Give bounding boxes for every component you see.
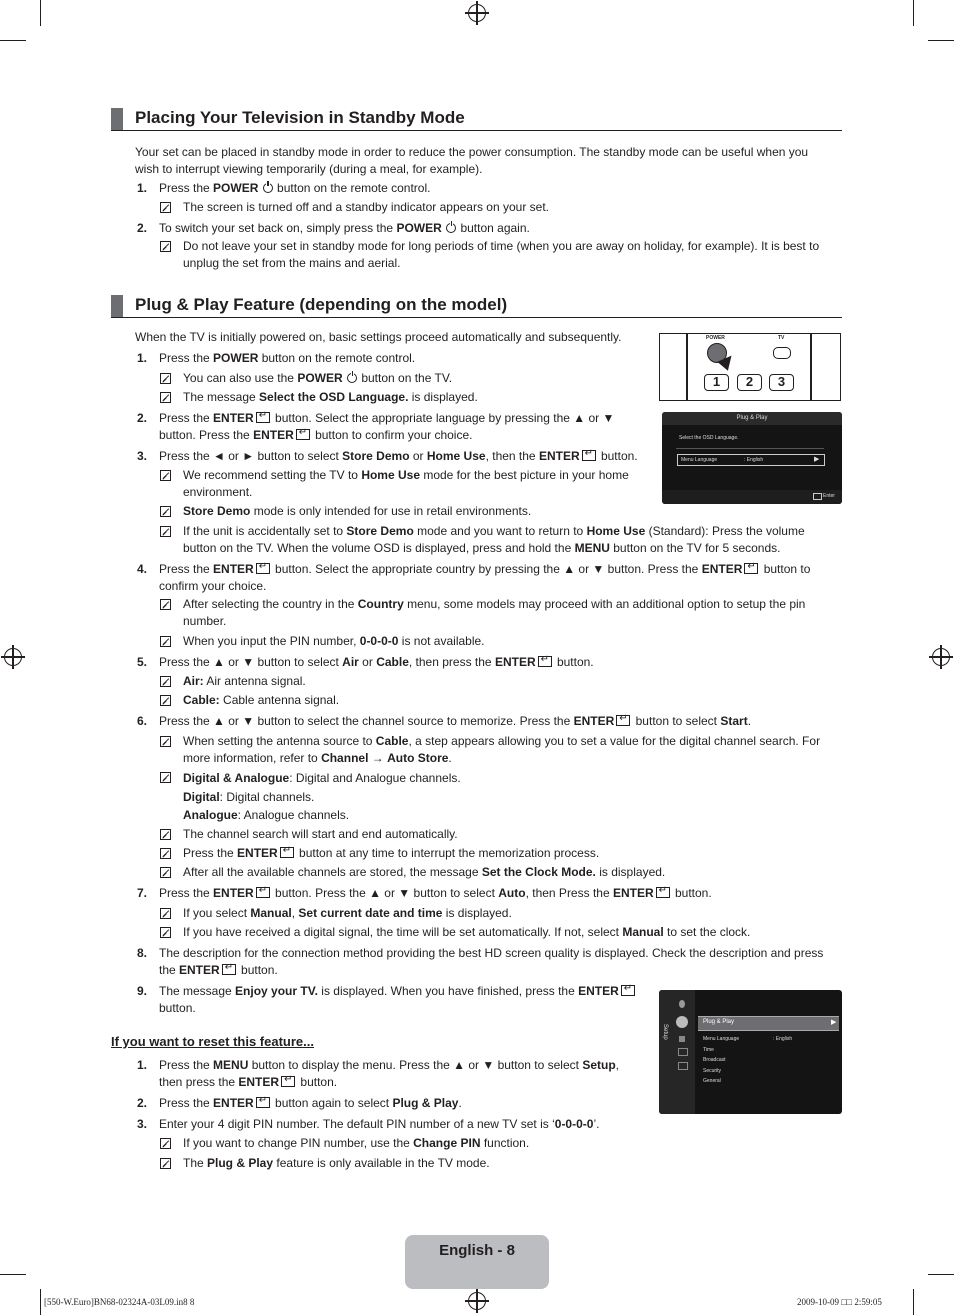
registration-mark-icon bbox=[468, 1292, 486, 1310]
tv-button bbox=[773, 347, 791, 359]
step-text: To switch your set back on, simply press the POWER button again. bbox=[159, 221, 530, 235]
step-number: 1. bbox=[137, 1058, 148, 1072]
registration-mark-icon bbox=[468, 4, 486, 22]
note-text: Cable: Cable antenna signal. bbox=[183, 693, 340, 707]
picture-icon bbox=[679, 1000, 685, 1008]
enter-icon bbox=[813, 493, 822, 500]
note-text: If you have received a digital signal, the time will be set automatically. If not, select Manual to set the clock. bbox=[183, 925, 751, 939]
key-3: 3 bbox=[769, 374, 794, 391]
note-text: After all the available channels are stored, the message Set the Clock Mode. is displayed. bbox=[183, 865, 666, 879]
reset-subheading: If you want to reset this feature... bbox=[111, 1034, 314, 1049]
note-text: When setting the antenna source to Cable, a step appears allowing you to set a value for the digital channel search. For more information, refer to Channel → Auto Store. bbox=[183, 734, 821, 765]
note-icon bbox=[160, 241, 171, 252]
osd-menu-item: Time bbox=[703, 1046, 714, 1053]
osd-highlight-row bbox=[698, 1016, 839, 1031]
intro-paragraph: When the TV is initially powered on, basic settings proceed automatically and subsequently. bbox=[135, 330, 622, 344]
crop-mark bbox=[913, 1289, 914, 1315]
step-number: 2. bbox=[137, 411, 148, 425]
note-text: The channel search will start and end automatically. bbox=[183, 827, 458, 841]
crop-mark bbox=[0, 40, 26, 41]
power-icon bbox=[347, 373, 357, 383]
note-icon bbox=[160, 848, 171, 859]
note-text: If you want to change PIN number, use the Change PIN function. bbox=[183, 1136, 530, 1150]
section-heading-standby bbox=[111, 108, 842, 131]
enter-icon bbox=[621, 985, 635, 996]
note-icon bbox=[160, 1138, 171, 1149]
osd-title: Plug & Play bbox=[662, 412, 842, 425]
step-number: 2. bbox=[137, 1096, 148, 1110]
setup-gear-icon bbox=[676, 1016, 688, 1028]
enter-icon bbox=[256, 412, 270, 423]
osd-row-label: Menu Language bbox=[681, 457, 718, 463]
step-number: 1. bbox=[137, 351, 148, 365]
step-number: 4. bbox=[137, 562, 148, 576]
power-icon bbox=[446, 223, 456, 233]
step-number: 8. bbox=[137, 946, 148, 960]
page-number-tab bbox=[405, 1235, 549, 1289]
note-text: Do not leave your set in standby mode for long periods of time (when you are away on holiday, for example). It is best to unplug the set from the mains and aerial. bbox=[183, 239, 820, 270]
remote-illustration bbox=[659, 333, 841, 401]
osd-setup-menu bbox=[659, 990, 842, 1114]
remote-edge bbox=[810, 333, 812, 401]
note-icon bbox=[160, 636, 171, 647]
enter-icon bbox=[222, 964, 236, 975]
enter-icon bbox=[256, 1097, 270, 1108]
step-text: Press the ▲ or ▼ button to select Air or Cable, then press the ENTER↵ button. bbox=[159, 654, 594, 671]
note-icon bbox=[160, 676, 171, 687]
note-icon bbox=[160, 695, 171, 706]
note-icon bbox=[160, 599, 171, 610]
note-text: The Plug & Play feature is only available in the TV mode. bbox=[183, 1156, 490, 1170]
enter-icon bbox=[280, 847, 294, 858]
osd-menu-item: Security bbox=[703, 1067, 722, 1074]
note-text: The message Select the OSD Language. is displayed. bbox=[183, 390, 478, 404]
step-number: 3. bbox=[137, 449, 148, 463]
note-icon bbox=[160, 927, 171, 938]
step-text: Enter your 4 digit PIN number. The default PIN number of a new TV set is ‘0-0-0-0’. bbox=[159, 1117, 600, 1131]
note-text: You can also use the POWER button on the TV. bbox=[183, 371, 453, 385]
crop-mark bbox=[928, 40, 954, 41]
section-heading-plug-and-play bbox=[111, 295, 842, 318]
input-icon bbox=[679, 1036, 685, 1042]
key-2: 2 bbox=[737, 374, 762, 391]
step-number: 7. bbox=[137, 886, 148, 900]
note-text: Press the ENTER↵ button at any time to interrupt the memorization process. bbox=[183, 845, 599, 862]
arrow-right-icon: ▶ bbox=[831, 1019, 837, 1026]
osd-plug-and-play bbox=[662, 412, 842, 504]
section-title: Placing Your Television in Standby Mode bbox=[135, 108, 465, 127]
enter-icon bbox=[296, 429, 310, 440]
enter-icon bbox=[256, 887, 270, 898]
step-text: Press the ENTER↵ button again to select Plug & Play. bbox=[159, 1095, 462, 1112]
section-title: Plug & Play Feature (depending on the model) bbox=[135, 295, 508, 314]
step-text: Press the POWER button on the remote control. bbox=[159, 351, 416, 365]
application-icon bbox=[678, 1048, 688, 1056]
osd-menu-item: Menu Language : English bbox=[703, 1036, 793, 1042]
tv-label: TV bbox=[778, 335, 785, 341]
key-1: 1 bbox=[704, 374, 729, 391]
osd-language-row bbox=[677, 454, 825, 466]
note-icon bbox=[160, 772, 171, 783]
enter-icon bbox=[256, 563, 270, 574]
osd-menu-item: General bbox=[703, 1078, 721, 1084]
crop-mark bbox=[40, 1289, 41, 1315]
step-text: The description for the connection method providing the best HD screen quality is displayed. Check the description and press the ENTER↵ button. bbox=[159, 945, 823, 979]
remote-edge bbox=[686, 333, 688, 401]
enter-icon bbox=[582, 450, 596, 461]
step-number: 9. bbox=[137, 984, 148, 998]
note-text: Air: Air antenna signal. bbox=[183, 674, 306, 688]
step-number: 3. bbox=[137, 1117, 148, 1131]
osd-sidebar bbox=[659, 990, 695, 1114]
step-text: Press the ENTER↵ button. Press the ▲ or ▼ button to select Auto, then Press the ENTER↵ button. bbox=[159, 885, 712, 902]
enter-icon bbox=[281, 1076, 295, 1087]
enter-icon bbox=[538, 656, 552, 667]
note-icon bbox=[160, 470, 171, 481]
arrow-right-icon: ▶ bbox=[814, 456, 820, 463]
osd-footer bbox=[662, 490, 842, 504]
osd-row-value: : English bbox=[744, 457, 764, 463]
osd-side-label: Setup bbox=[662, 1024, 668, 1040]
note-text: The screen is turned off and a standby indicator appears on your set. bbox=[183, 200, 549, 214]
registration-mark-icon bbox=[4, 648, 22, 666]
step-text: Press the ◄ or ► button to select Store Demo or Home Use, then the ENTER↵ button. bbox=[159, 448, 638, 465]
enter-icon bbox=[656, 887, 670, 898]
osd-highlight-label: Plug & Play bbox=[703, 1019, 735, 1025]
note-text: When you input the PIN number, 0-0-0-0 is not available. bbox=[183, 634, 485, 648]
note-text: If the unit is accidentally set to Store Demo mode and you want to return to Home Use (Standard): Press the volume button on the TV. When the volume OSD is displayed, press and hold the MENU button on the TV for 5 seconds. bbox=[183, 524, 805, 555]
power-label: POWER bbox=[706, 335, 725, 341]
heading-bar bbox=[111, 295, 123, 317]
page-number: English - 8 bbox=[439, 1242, 515, 1259]
step-text: Press the ENTER↵ button. Select the appropriate country by pressing the ▲ or ▼ button. Press the ENTER↵ button to confirm your choice. bbox=[159, 561, 810, 595]
heading-bar bbox=[111, 108, 123, 130]
crop-mark bbox=[913, 0, 914, 26]
crop-mark bbox=[0, 1274, 26, 1275]
step-number: 2. bbox=[137, 221, 148, 235]
step-text: Press the ▲ or ▼ button to select the channel source to memorize. Press the ENTER↵ button to select Start. bbox=[159, 713, 751, 730]
file-info: [550-W.Euro]BN68-02324A-03L09.in8 8 bbox=[44, 1297, 195, 1307]
note-text: We recommend setting the TV to Home Use mode for the best picture in your home environment. bbox=[183, 468, 629, 499]
note-icon bbox=[160, 1158, 171, 1169]
osd-enter-label: Enter bbox=[823, 493, 835, 499]
note-text: After selecting the country in the Country menu, some models may proceed with an additional option to setup the pin number. bbox=[183, 597, 806, 628]
step-text: Press the MENU button to display the menu. Press the ▲ or ▼ button to select Setup, then press the ENTER↵ button. bbox=[159, 1057, 619, 1091]
enter-icon bbox=[616, 715, 630, 726]
registration-mark-icon bbox=[932, 648, 950, 666]
note-icon bbox=[160, 867, 171, 878]
osd-prompt: Select the OSD Language. bbox=[679, 435, 739, 441]
support-icon bbox=[678, 1062, 688, 1070]
step-number: 1. bbox=[137, 181, 148, 195]
osd-divider bbox=[676, 448, 824, 449]
osd-menu-list bbox=[703, 1036, 838, 1089]
intro-paragraph: Your set can be placed in standby mode in order to reduce the power consumption. The standby mode can be useful when you wish to interrupt viewing temporarily (during a meal, for example). bbox=[135, 145, 809, 176]
note-icon bbox=[160, 526, 171, 537]
enter-icon bbox=[744, 563, 758, 574]
power-icon bbox=[263, 183, 273, 193]
step-text: Press the ENTER↵ button. Select the appropriate language by pressing the ▲ or ▼ button. Press the ENTER↵ button to confirm your choice. bbox=[159, 410, 614, 444]
step-text: Press the POWER button on the remote control. bbox=[159, 181, 431, 195]
note-icon bbox=[160, 908, 171, 919]
note-text: Digital & Analogue: Digital and Analogue channels. Digital: Digital channels. Analogue: Analogue channels. bbox=[183, 771, 461, 822]
osd-menu-item: Broadcast bbox=[703, 1057, 726, 1063]
note-icon bbox=[160, 506, 171, 517]
note-icon bbox=[160, 373, 171, 384]
note-icon bbox=[160, 736, 171, 747]
step-number: 6. bbox=[137, 714, 148, 728]
note-text: Store Demo mode is only intended for use in retail environments. bbox=[183, 504, 532, 518]
note-icon bbox=[160, 829, 171, 840]
note-icon bbox=[160, 392, 171, 403]
print-date: 2009-10-09 □□ 2:59:05 bbox=[797, 1297, 882, 1307]
step-number: 5. bbox=[137, 655, 148, 669]
step-text: The message Enjoy your TV. is displayed. When you have finished, press the ENTER↵ button. bbox=[159, 983, 637, 1017]
crop-mark bbox=[40, 0, 41, 26]
note-text: If you select Manual, Set current date and time is displayed. bbox=[183, 906, 512, 920]
note-icon bbox=[160, 202, 171, 213]
crop-mark bbox=[928, 1274, 954, 1275]
